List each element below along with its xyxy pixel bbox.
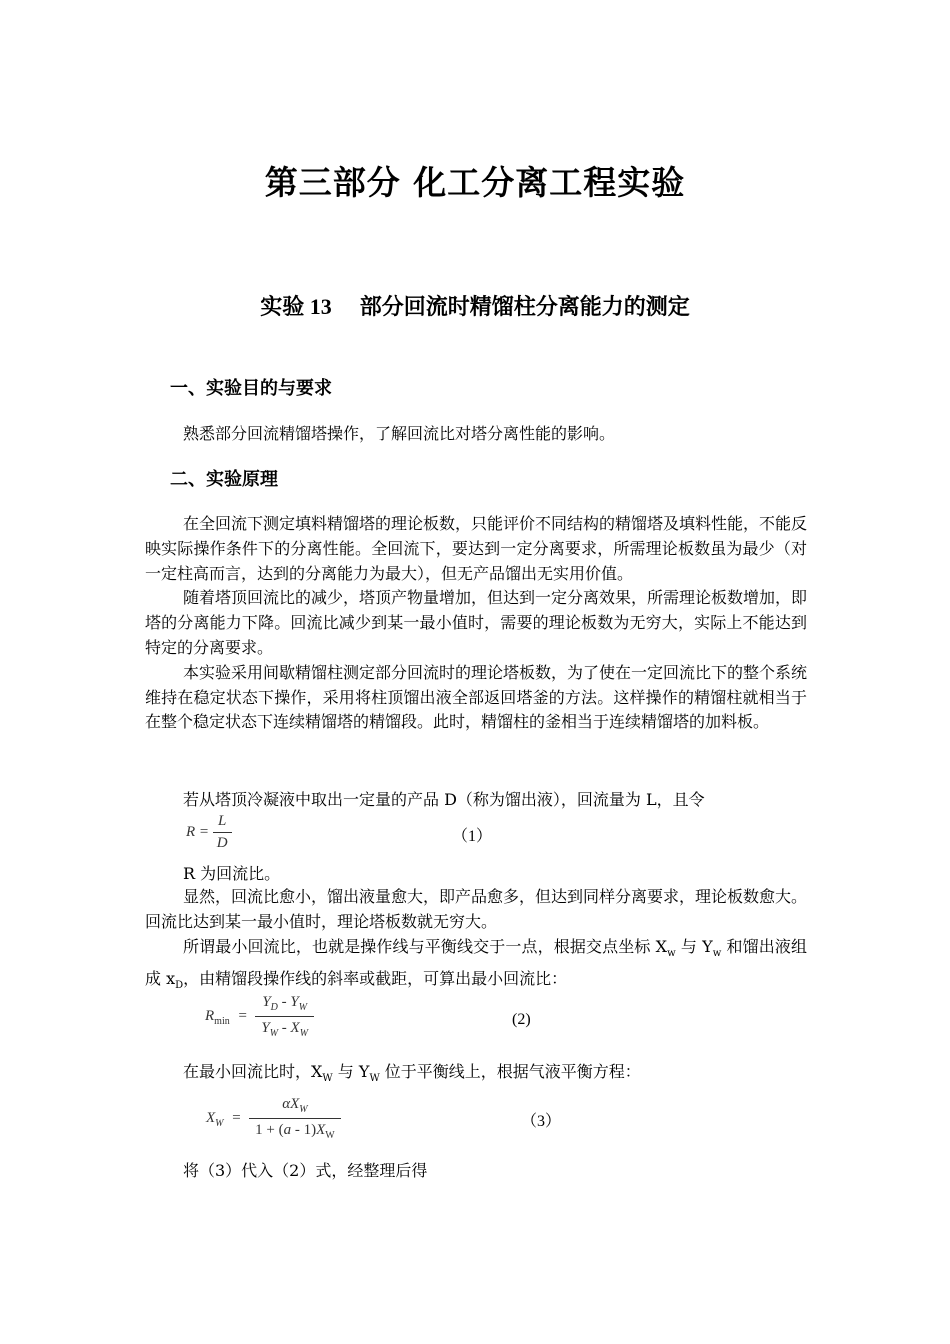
- eq2-lhs: R: [205, 1007, 215, 1024]
- purpose-text: 熟悉部分回流精馏塔操作，了解回流比对塔分离性能的影响。: [183, 424, 616, 443]
- paragraph: 所谓最小回流比，也就是操作线与平衡线交于一点，根据交点坐标 $X_w$ 与 $Y_w$ 和馏出液组成 $x_D$，由精馏段操作线的斜率或截距，可算出最小回流比：: [145, 937, 807, 992]
- text-run: 和馏出液组成 x: [145, 937, 807, 988]
- final-line: 将（3）代入（2）式，经整理后得: [183, 1161, 428, 1180]
- paragraph: 在全回流下测定填料精馏塔的理论板数，只能评价不同结构的精馏塔及填料性能，不能反映实际操作条件下的分离性能。全回流下，要达到一定分离要求，所需理论板数虽为最少（对一定柱高而言，达到的分离能力为最大），但无产品馏出无实用价值。: [145, 514, 808, 583]
- equation-number-2: (2): [512, 1011, 531, 1028]
- eq2-fraction: [255, 994, 314, 1039]
- part-title: 第三部分 化工分离工程实验: [264, 163, 686, 202]
- eq2-numerator: $Y_D - Y_W$: [255, 994, 314, 1017]
- eq3-fraction: [249, 1096, 341, 1141]
- eq3-numerator: $\alpha X_W$: [249, 1096, 341, 1119]
- paragraph: 本实验采用间歇精馏柱测定部分回流时的理论塔板数，为了使在一定回流比下的整个系统维持在稳定状态下操作，采用将柱顶馏出液全部返回塔釜的方法。这样操作的精馏柱就相当于在整个稳定状态下连续精馏塔的精馏段。此时，精馏柱的釜相当于连续精馏塔的加料板。: [145, 662, 808, 732]
- eq3-lhs: X: [206, 1109, 216, 1126]
- principle-paragraphs: [145, 512, 807, 735]
- eq1-fraction: [213, 813, 232, 852]
- eq1-lhs: R =: [186, 823, 210, 840]
- equation-3: $X_W$ = $\frac{\alpha X_W}{1 + (a - 1)X_W}$: [206, 1096, 341, 1141]
- eq2-lhs-sub: min: [214, 1015, 230, 1027]
- experiment-title: [0, 290, 950, 321]
- product-line: 若从塔顶冷凝液中取出一定量的产品 D（称为馏出液），回流量为 L，且令: [183, 790, 705, 809]
- paragraph: 显然，回流比愈小，馏出液量愈大，即产品愈多，但达到同样分离要求，理论板数愈大。回流比达到某一最小值时，理论塔板数就无穷大。: [145, 887, 808, 931]
- equation-number-3: （3）: [521, 1113, 562, 1130]
- obvious-paragraph: [145, 885, 807, 935]
- eq1-denominator: D: [216, 835, 228, 851]
- equation-number-1: （1）: [452, 828, 493, 845]
- experiment-number: 实验 13: [260, 294, 332, 319]
- eq2-denominator: $Y_W - X_W$: [261, 1020, 309, 1039]
- balance-line: 在最小回流比时，$X_W$ 与 $Y_W$ 位于平衡线上，根据气液平衡方程：: [183, 1062, 641, 1085]
- eq3-denominator: $1 + (a - 1)X_W$: [255, 1122, 335, 1141]
- r-definition: R 为回流比。: [183, 864, 281, 883]
- text-run: 所谓最小回流比，也就是操作线与平衡线交于一点，根据交点坐标 X: [183, 937, 668, 956]
- equation-2: $R_{min}$ = $\frac{Y_D - Y_W}{Y_W - X_W}$: [205, 994, 314, 1039]
- section-heading-purpose: 一、实验目的与要求: [170, 378, 332, 399]
- text-run: ，由精馏段操作线的斜率或截距，可算出最小回流比：: [183, 968, 568, 988]
- equation-1: [186, 813, 232, 852]
- eq1-numerator: L: [213, 813, 232, 833]
- paragraph: 随着塔顶回流比的减少，塔顶产物量增加，但达到一定分离效果，所需理论板数增加，即塔的分离能力下降。回流比减少到某一最小值时，需要的理论板数为无穷大，实际上不能达到特定的分离要求。: [145, 588, 808, 657]
- text-run: 在最小回流比时，X: [183, 1062, 323, 1081]
- section-heading-principle: 二、实验原理: [170, 469, 278, 490]
- experiment-name: 部分回流时精馏柱分离能力的测定: [359, 295, 690, 320]
- min-reflux-paragraph: [145, 935, 807, 999]
